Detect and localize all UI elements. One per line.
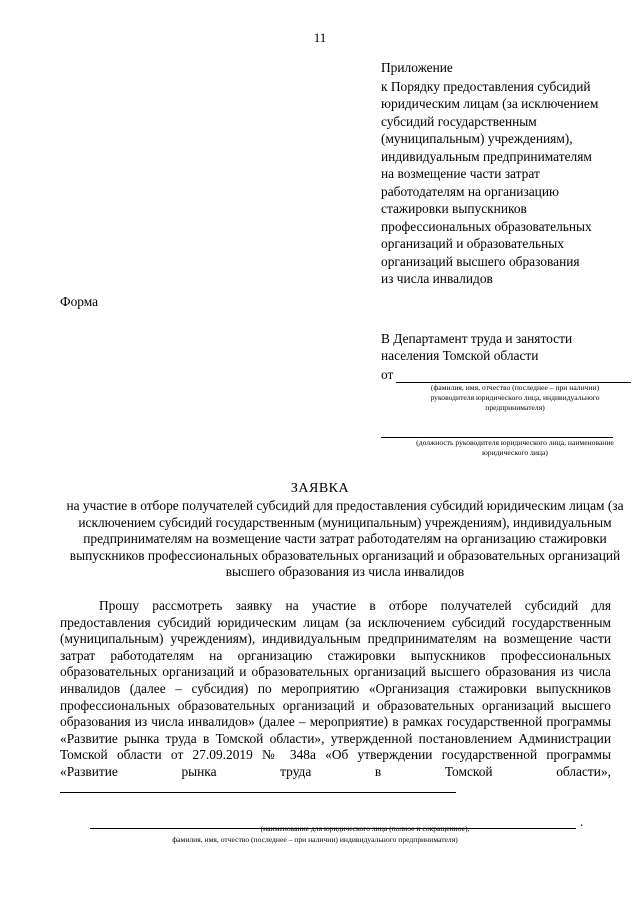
entrepreneur-name-caption: фамилия, имя, отчество (последнее – при наличии) индивидуального предпринимателя)	[172, 835, 458, 844]
from-row	[381, 366, 631, 383]
addressee-line-2: населения Томской области	[381, 348, 539, 363]
from-blank-line[interactable]	[396, 370, 631, 383]
position-note-line: юридического лица)	[482, 448, 548, 457]
body-paragraph	[60, 598, 611, 797]
addressee-block	[381, 330, 631, 458]
from-note-line: (фамилия, имя, отчество (последнее – при наличии)	[430, 383, 600, 392]
position-note-line: (должность руководителя юридического лица, наименование	[416, 438, 614, 447]
document-subtitle: на участие в отборе получателей субсидий для предоставления субсидий юридическим лицам (за исключением субсидий государственным (муниципальным) учреждениям), индивидуальным предпринимателям на возмещение части затрат работодателям на организацию стажировки выпускников профессиональных образовательных организаций и образовательных организаций высшего образования из числа инвалидов	[66, 498, 624, 580]
appendix-title: Приложение	[381, 60, 453, 75]
from-label: от	[381, 367, 394, 382]
org-name-blank-line[interactable]	[60, 782, 456, 793]
page-number: 11	[313, 30, 327, 45]
appendix-line: стажировки выпускников	[381, 201, 527, 216]
appendix-line: юридическим лицам (за исключением	[381, 96, 599, 111]
appendix-line: организаций высшего образования	[381, 253, 580, 269]
appendix-line: (муниципальным) учреждениям),	[381, 131, 573, 146]
position-note	[381, 438, 631, 458]
appendix-line: профессиональных образовательных	[381, 218, 592, 234]
body-text: Прошу рассмотреть заявку на участие в отборе получателей субсидий для предоставления субсидий юридическим лицам (за исключением субсидий государственным (муниципальным) учреждениям), индивидуальным предпринимателям на возмещение части затрат работодателям на организацию стажировки выпускников профессиональных образовательных организаций и образовательных организаций высшего образования из числа инвалидов (далее – субсидия) по мероприятию «Организация стажировки выпускников профессиональных образовательных организаций и образовательных организаций высшего образования из числа инвалидов» (далее – мероприятие) в рамках государственной программы «Развитие рынка труда в Томской области», утвержденной постановлением Администрации Томской области от 27.09.2019 № 348а «Об утверждении государственной программы «Развитие рынка труда в Томской области»,	[60, 598, 611, 779]
from-note-line: предпринимателя)	[485, 403, 545, 412]
appendix-line: из числа инвалидов	[381, 271, 493, 286]
from-note-line: руководителя юридического лица, индивидуального	[430, 393, 600, 402]
from-note	[381, 383, 631, 413]
appendix-line: работодателям на организацию	[381, 183, 560, 199]
document-title: ЗАЯВКА	[290, 481, 350, 496]
appendix-line: субсидий государственным	[381, 113, 537, 129]
org-name-caption: (наименование для юридического лица (полное и сокращенное),	[260, 824, 470, 833]
appendix-line: индивидуальным предпринимателям	[381, 148, 592, 164]
addressee-line-1: В Департамент труда и занятости	[381, 331, 573, 346]
form-label: Форма	[60, 294, 99, 309]
entrepreneur-name-blank-line[interactable]	[90, 827, 576, 829]
end-dot: .	[580, 814, 584, 829]
appendix-line: организаций и образовательных	[381, 236, 564, 251]
appendix-block	[381, 59, 631, 288]
appendix-line: к Порядку предоставления субсидий	[381, 78, 591, 94]
appendix-line: на возмещение части затрат	[381, 166, 540, 181]
